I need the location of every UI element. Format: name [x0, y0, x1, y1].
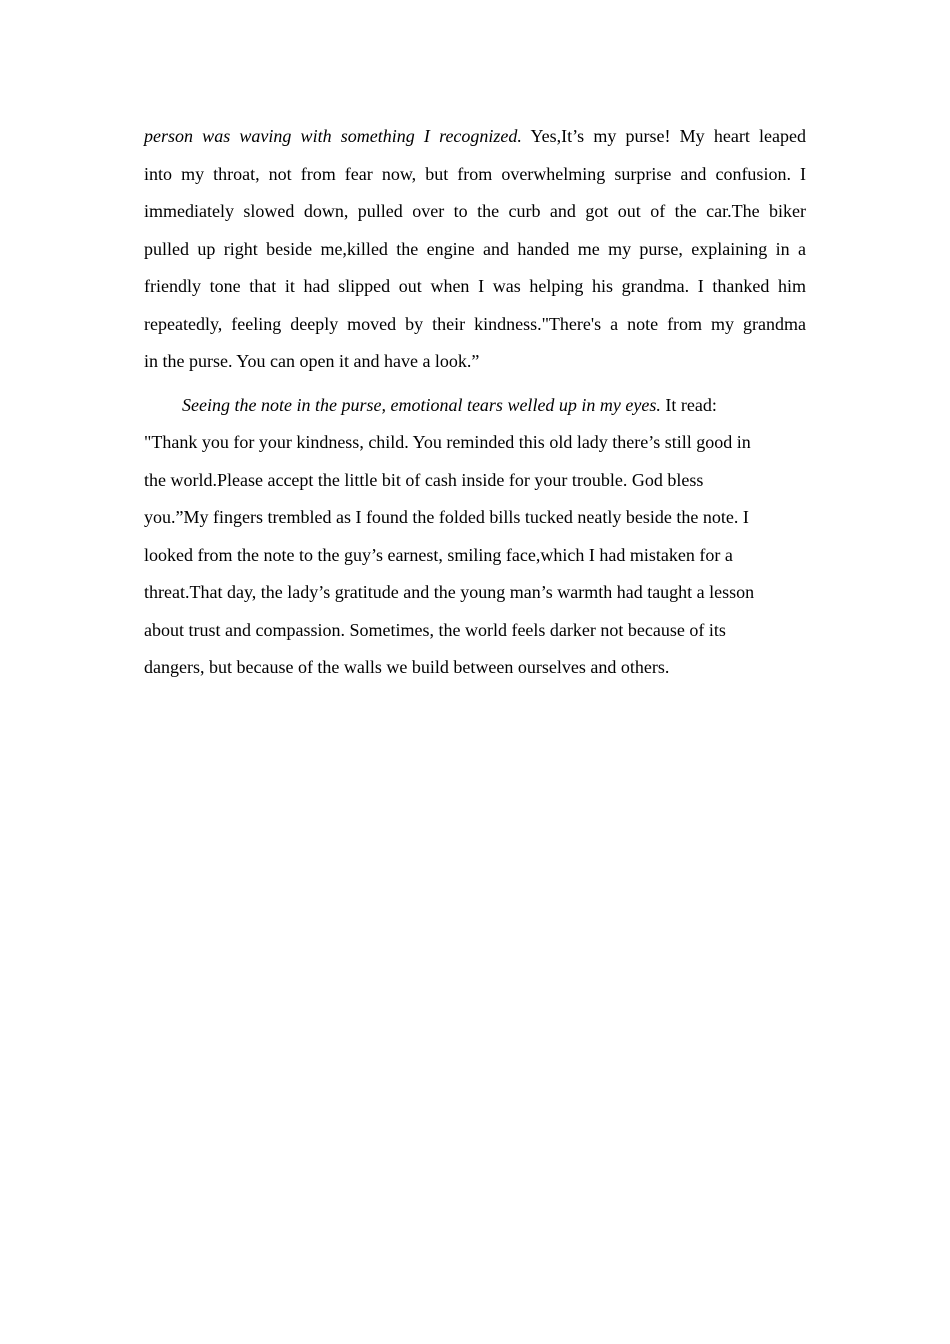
paragraph-2: [144, 387, 806, 687]
paragraph-2-line-6: threat.That day, the lady’s gratitude and the young man’s warmth had taught a lesson: [144, 582, 755, 602]
paragraph-2-line-4: you.”My fingers trembled as I found the folded bills tucked neatly beside the note. I: [144, 507, 749, 527]
italic-phrase: Seeing the note in the purse, emotional tears welled up in my eyes.: [182, 394, 661, 415]
line-text: It read:: [660, 394, 717, 415]
italic-phrase: person was waving with something I recognized.: [144, 126, 522, 146]
paragraph-2-line-2: "Thank you for your kindness, child. You reminded this old lady there’s still good in: [144, 432, 751, 452]
paragraph-2-line-5: looked from the note to the guy’s earnest, smiling face,which I had mistaken for a: [144, 544, 733, 565]
paragraph-1-line-7: in the purse. You can open it and have a look.”: [144, 351, 480, 371]
paragraph-2-line-7: about trust and compassion. Sometimes, the world feels darker not because of its: [144, 619, 726, 640]
paragraph-2-line-1: [144, 387, 806, 425]
paragraph-2-line-8: dangers, but because of the walls we build between ourselves and others.: [144, 657, 670, 677]
line-text: Yes,It’s my purse! My heart leaped: [521, 126, 806, 146]
document-body: [144, 118, 806, 687]
paragraph-2-line-3: the world.Please accept the little bit of cash inside for your trouble. God bless: [144, 469, 704, 490]
paragraph-1-line-1: [144, 118, 806, 156]
paragraph-1-line-3: immediately slowed down, pulled over to the curb and got out of the car.The biker: [144, 201, 806, 221]
paragraph-1-line-4: pulled up right beside me,killed the engine and handed me my purse, explaining in a: [144, 238, 806, 259]
paragraph-1-line-6: repeatedly, feeling deeply moved by their kindness."There's a note from my grandma: [144, 313, 806, 334]
paragraph-1-line-2: into my throat, not from fear now, but from overwhelming surprise and confusion. I: [144, 163, 806, 184]
paragraph-1-line-5: friendly tone that it had slipped out when I was helping his grandma. I thanked him: [144, 276, 806, 296]
paragraph-1: [144, 118, 806, 381]
